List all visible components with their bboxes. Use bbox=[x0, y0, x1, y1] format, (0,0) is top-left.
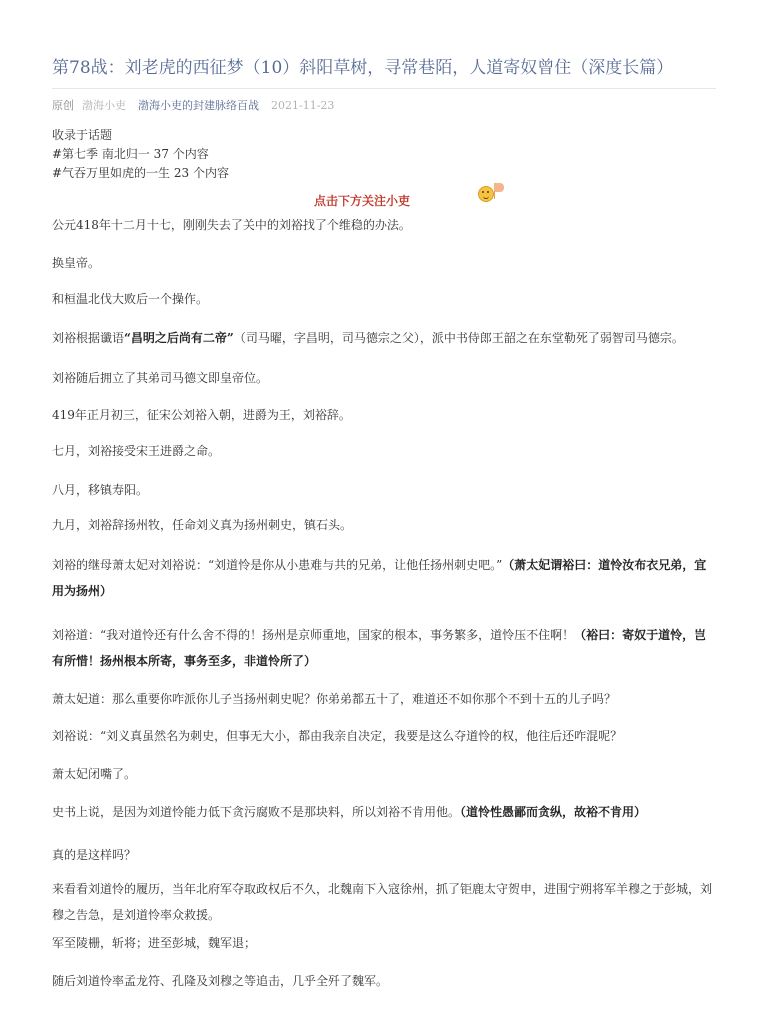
quoted-prophecy: “昌明之后尚有二帝” bbox=[124, 331, 234, 345]
paragraph: 八月，移镇寿阳。 bbox=[52, 483, 149, 497]
topic-collection bbox=[52, 126, 229, 183]
paragraph: 刘裕随后拥立了其弟司马德文即皇帝位。 bbox=[52, 371, 269, 385]
paragraph: 真的是这样吗？ bbox=[52, 848, 137, 862]
author-name[interactable]: 渤海小吏 bbox=[82, 99, 126, 112]
classical-quote: （裕曰：寄奴于道怜，岂有所惜！扬州根本所寄，事务至多，非道怜所了） bbox=[52, 628, 707, 668]
paragraph: 来看看刘道怜的履历，当年北府军夺取政权后不久，北魏南下入寇徐州，抓了钜鹿太守贺申，进围宁朔将军羊穆之于彭城，刘穆之告急，是刘道怜率众救援。 bbox=[52, 882, 713, 922]
account-link[interactable]: 渤海小吏的封建脉络百战 bbox=[138, 99, 259, 112]
paragraph: 九月，刘裕辞扬州牧，任命刘义真为扬州刺史，镇石头。 bbox=[52, 518, 353, 532]
publish-date: 2021-11-23 bbox=[271, 99, 335, 112]
paragraph: 军至陵栅，斩将；进至彭城，魏军退； bbox=[52, 936, 257, 950]
topic-link[interactable]: #第七季 南北归一 37 个内容 bbox=[52, 147, 209, 161]
paragraph: 刘裕说：“刘义真虽然名为刺史，但事无大小，都由我亲自决定，我要是这么夺道怜的权，他往后还咋混呢？ bbox=[52, 729, 623, 743]
paragraph: 和桓温北伐大败后一个操作。 bbox=[52, 292, 209, 306]
article-meta bbox=[52, 98, 334, 114]
paragraph: 公元418年十二月十七，刚刚失去了关中的刘裕找了个维稳的办法。 bbox=[52, 218, 411, 232]
paragraph: 史书上说，是因为刘道怜能力低下贪污腐败不是那块料，所以刘裕不肯用他。（道怜性愚鄙而贪纵，故裕不肯用） bbox=[52, 805, 647, 819]
topic-link[interactable]: #气吞万里如虎的一生 23 个内容 bbox=[52, 166, 229, 180]
title-divider bbox=[52, 88, 716, 89]
flag-icon bbox=[494, 183, 504, 192]
paragraph: 刘裕的继母萧太妃对刘裕说：“刘道怜是你从小患难与共的兄弟，让他任扬州刺史吧。”（萧太妃谓裕曰：道怜汝布衣兄弟，宜用为扬州） bbox=[52, 558, 707, 598]
original-badge: 原创 bbox=[52, 99, 74, 112]
article-title: 第78战：刘老虎的西征梦（10）斜阳草树，寻常巷陌，人道寄奴曾住（深度长篇） bbox=[52, 58, 674, 78]
smile-emoji-icon bbox=[478, 186, 494, 202]
paragraph: 萧太妃闭嘴了。 bbox=[52, 767, 137, 781]
classical-quote: （道怜性愚鄙而贪纵，故裕不肯用） bbox=[460, 805, 647, 819]
paragraph: 换皇帝。 bbox=[52, 256, 101, 270]
paragraph: 随后刘道怜率孟龙符、孔隆及刘穆之等追击，几乎全歼了魏军。 bbox=[52, 974, 389, 988]
paragraph: 刘裕根据谶语“昌明之后尚有二帝”（司马曜，字昌明，司马德宗之父），派中书侍郎王韶之在东堂勒死了弱智司马德宗。 bbox=[52, 331, 684, 345]
paragraph: 七月，刘裕接受宋王进爵之命。 bbox=[52, 444, 221, 458]
paragraph: 刘裕道：“我对道怜还有什么舍不得的！扬州是京师重地，国家的根本，事务繁多，道怜压不住啊！（裕曰：寄奴于道怜，岂有所惜！扬州根本所寄，事务至多，非道怜所了） bbox=[52, 628, 707, 668]
paragraph: 萧太妃道：那么重要你咋派你儿子当扬州刺史呢？你弟弟都五十了，难道还不如你那个不到十五的儿子吗？ bbox=[52, 692, 617, 706]
paragraph: 419年正月初三，征宋公刘裕入朝，进爵为王，刘裕辞。 bbox=[52, 408, 351, 422]
classical-quote: （萧太妃谓裕曰：道怜汝布衣兄弟，宜用为扬州） bbox=[52, 558, 707, 598]
collection-heading: 收录于话题 bbox=[52, 128, 113, 142]
follow-prompt[interactable]: 点击下方关注小吏 bbox=[314, 194, 411, 208]
